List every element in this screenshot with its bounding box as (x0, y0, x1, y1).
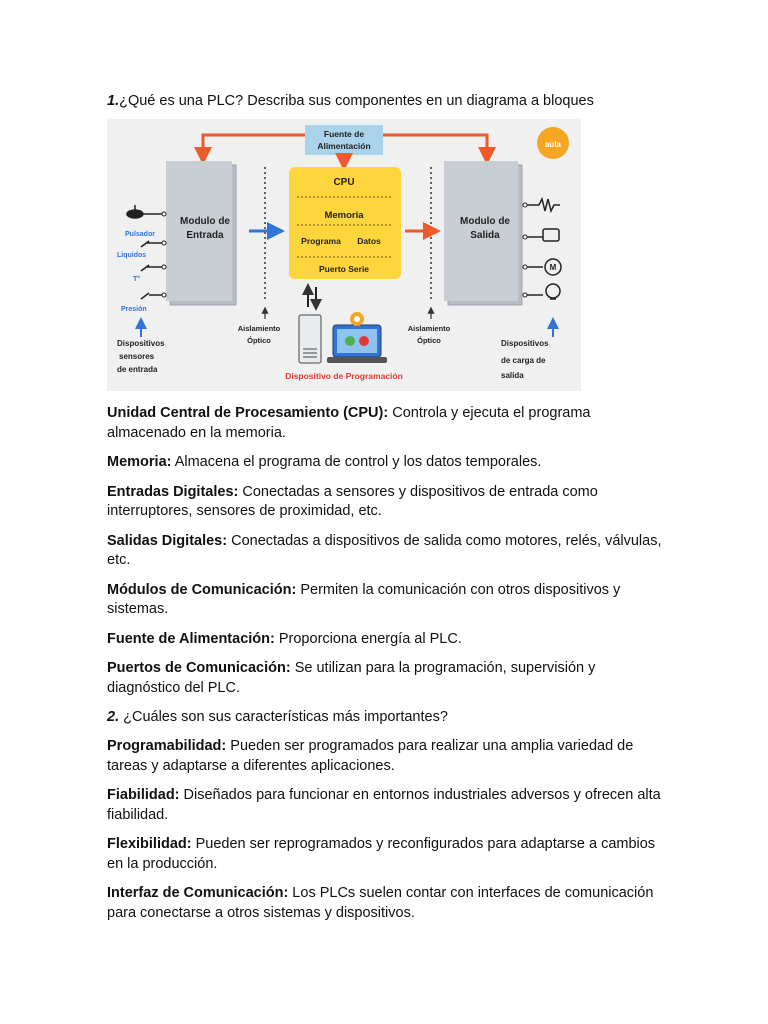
components-list (107, 404, 667, 698)
disp-salida-line2: de carga de (501, 356, 546, 365)
cpu-label: CPU (333, 177, 355, 188)
component-item (107, 404, 667, 443)
component-desc: Conectadas a sensores y dispositivos de entrada como interruptores, sensores de proximidad, etc. (107, 483, 598, 519)
aislamiento-right-line1: Aislamiento (407, 324, 451, 333)
power-line-right (383, 135, 487, 159)
question-2-text: ¿Cuáles son sus características más importantes? (119, 709, 448, 725)
component-term: Unidad Central de Procesamiento (CPU): (107, 405, 389, 421)
gear-icon (350, 312, 364, 326)
dispositivo-programacion-label: Dispositivo de Programación (285, 371, 403, 381)
input-terminals (162, 212, 166, 297)
modulo-entrada-line1: Modulo de (180, 216, 230, 227)
document-body (107, 92, 667, 933)
plc-block-diagram (107, 119, 581, 391)
power-line-left (203, 135, 305, 159)
liquidos-label: Liquidos (117, 252, 147, 259)
disp-entrada-line3: de entrada (117, 365, 158, 374)
component-item (107, 453, 667, 473)
characteristic-item (107, 835, 667, 874)
component-desc: Se utilizan para la programación, supervisión y diagnóstico del PLC. (107, 660, 596, 696)
characteristic-item (107, 737, 667, 776)
characteristics-list (107, 737, 667, 923)
aislamiento-left-line1: Aislamiento (237, 324, 281, 333)
characteristic-desc: Pueden ser reprogramados y reconfigurados para adaptarse a cambios en la producción. (107, 836, 656, 872)
plc-diagram-svg (107, 119, 581, 391)
component-term: Entradas Digitales: (107, 483, 239, 500)
component-desc: Proporciona energía al PLC. (274, 630, 462, 647)
presion-label: Presión (121, 306, 147, 313)
characteristic-desc: Diseñados para funcionar en entornos industriales adversos y ofrecen alta fiabilidad. (107, 787, 661, 823)
component-item (107, 659, 667, 698)
laptop-icon (327, 325, 387, 363)
question-1 (107, 92, 667, 111)
component-item (107, 483, 667, 522)
characteristic-item (107, 884, 667, 923)
component-desc: Almacena el programa de control y los datos temporales. (171, 454, 542, 470)
component-item (107, 581, 667, 620)
question-1-text: ¿Qué es una PLC? Describa sus componentes en un diagrama a bloques (119, 93, 594, 109)
output-terminals (523, 203, 527, 297)
motor-icon-m: M (549, 263, 557, 272)
disp-salida-line3: salida (501, 371, 524, 380)
component-desc: Conectadas a dispositivos de salida como motores, relés, válvulas, etc. (107, 532, 662, 568)
disp-entrada-line2: sensores (119, 352, 155, 361)
characteristic-term: Flexibilidad: (107, 836, 192, 852)
component-term: Salidas Digitales: (107, 532, 228, 549)
component-term: Memoria: (107, 454, 172, 470)
modulo-salida-line2: Salida (470, 230, 500, 241)
component-desc: Controla y ejecuta el programa almacenado en la memoria. (107, 405, 591, 441)
fuente-line1: Fuente de (323, 129, 365, 139)
characteristic-desc: Pueden ser programados para realizar una amplia variedad de tareas y adaptarse a diferentes aplicaciones. (107, 738, 634, 774)
aula-logo-text: aula (544, 140, 562, 149)
computer-tower-icon (299, 315, 321, 363)
characteristic-desc: Los PLCs suelen contar con interfaces de comunicación para conectarse a otros sistemas y dispositivos. (107, 885, 654, 921)
component-item (107, 630, 667, 650)
question-1-number: 1. (107, 93, 120, 109)
component-term: Fuente de Alimentación: (107, 630, 275, 647)
puerto-serie-label: Puerto Serie (318, 264, 370, 274)
question-2 (107, 708, 667, 727)
datos-label: Datos (357, 236, 381, 246)
modulo-salida-line1: Modulo de (460, 216, 510, 227)
pulsador-label: Pulsador (125, 231, 155, 238)
aislamiento-left-line2: Óptico (247, 336, 271, 345)
question-2-number: 2. (107, 709, 120, 725)
programa-label: Programa (301, 236, 341, 246)
fuente-line2: Alimentación (317, 141, 371, 151)
disp-entrada-line1: Dispositivos (117, 339, 165, 348)
characteristic-term: Fiabilidad: (107, 787, 180, 803)
disp-salida-line1: Dispositivos (501, 339, 549, 348)
memoria-label: Memoria (324, 210, 364, 221)
component-desc: Permiten la comunicación con otros dispositivos y sistemas. (107, 581, 621, 617)
characteristic-item (107, 786, 667, 825)
aislamiento-right-line2: Óptico (417, 336, 441, 345)
component-term: Módulos de Comunicación: (107, 581, 297, 598)
characteristic-term: Interfaz de Comunicación: (107, 885, 289, 901)
component-item (107, 532, 667, 571)
modulo-entrada-line2: Entrada (186, 230, 224, 241)
characteristic-term: Programabilidad: (107, 738, 227, 754)
component-term: Puertos de Comunicación: (107, 660, 291, 676)
temp-label: T° (133, 276, 141, 283)
output-devices (525, 199, 561, 299)
